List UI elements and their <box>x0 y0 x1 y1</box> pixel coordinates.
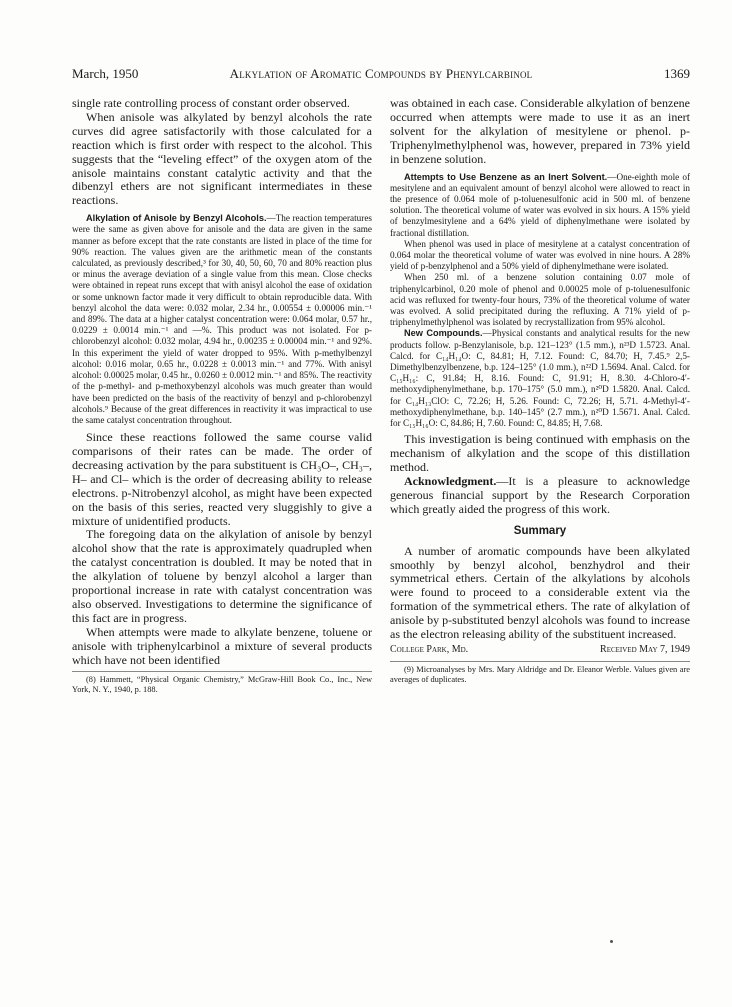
paragraph: When attempts were made to alkylate benzene, toluene or anisole with triphenylcarbinol a mixture of several products which have not been identified <box>72 624 372 667</box>
footnote-rule <box>390 661 690 662</box>
header-date: March, 1950 <box>72 66 139 81</box>
experimental-section <box>390 172 690 239</box>
paragraph: was obtained in each case. Considerable alkylation of benzene occurred when attempts were made to use it as an inert solvent for the alkylation of mesitylene or phenol. p-Triphenylmethylphenol was, however, prepared in 73% yield in benzene solution. <box>390 96 690 166</box>
section-body: —The reaction temperatures were the same as given above for anisole and the data are given in the same manner as before except that the rate constants are listed in place of the time for 90% reaction. The values given are the arithmetic mean of the constants calculated, as previously described,³ for 30, 40, 50, 60, 70 and 80% reaction plus or minus the average deviation of a single value from this mean. Close checks were obtained in repeat runs except that with anisyl alcohol the ease of oxidation or some unknown factor made it very difficult to obtain reproducible data. With benzyl alcohol the data were: 0.032 molar, 2.34 hr., 0.00554 ± 0.00006 min.⁻¹ and 89%. The data at a higher catalyst concentration were: 0.064 molar, 0.57 hr., 0.0229 ± 0.0014 min.⁻¹ and —%. This product was not isolated. For p-chlorobenzyl alcohol: 0.032 molar, 4.94 hr., 0.00235 ± 0.00004 min.⁻¹ and 92%. In this experiment the yield of water dropped to 95%. With p-methylbenzyl alcohol: 0.016 molar, 0.65 hr., 0.0228 ± 0.0013 min.⁻¹ and 77%. With anisyl alcohol: 0.00025 molar, 0.45 hr., 0.0260 ± 0.0012 min.⁻¹ and 85%. The reactivity of the p-methyl- and p-methoxybenzyl alcohols was much greater than would have been predicted on the basis of the reactivity of benzyl and p-chlorobenzyl alcohols.⁹ Because of the great differences in reactivity it was impractical to use the same catalyst concentration throughout. <box>72 213 372 425</box>
footnote: (9) Microanalyses by Mrs. Mary Aldridge and Dr. Eleanor Werble. Values given are averages of duplicates. <box>390 664 690 685</box>
experimental-paragraph: When phenol was used in place of mesitylene at a catalyst concentration of 0.064 molar the theoretical volume of water was evolved in nine hours. A 28% yield of p-benzylphenol and a 50% yield of diphenylmethane were isolated. <box>390 238 690 272</box>
paragraph: single rate controlling process of constant order observed. <box>72 96 350 110</box>
footnote-rule <box>72 671 372 672</box>
footnote: (8) Hammett, “Physical Organic Chemistry,” McGraw-Hill Book Co., Inc., New York, N. Y., 1940, p. 188. <box>72 674 372 694</box>
section-body: —Physical constants and analytical results for the new products follow. p-Benzylanisole, b.p. 121–123° (1.5 mm.), n²³D 1.5723. Anal. Calcd. for C₁₄H₁₄O: C, 84.81; H, 7.12. Found: C, 84.70; H, 7.45.⁹ 2,5-Dimethylbenzylbenzene, b.p. 124–125° (1.0 mm.), n²²D 1.5694. Anal. Calcd. for C₁₅H₁₆: C, 91.84; H, 8.16. Found: C, 91.91; H, 8.30. 4-Chloro-4′-methoxydiphenylmethane, b.p. 170–175° (5.0 mm.), n²⁰D 1.5820. Anal. Calcd. for C₁₄H₁₃ClO: C, 72.26; H, 5.26. Found: C, 72.26; H, 5.71. 4-Methyl-4′-methoxydiphenylmethane, b.p. 140–145° (2.7 mm.), n²⁰D 1.5671. Anal. Calcd. for C₁₅H₁₆O: C, 84.86; H, 7.60. Found: C, 84.85; H, 7.68. <box>390 328 690 428</box>
signature-line <box>390 644 690 656</box>
left-column <box>72 97 372 695</box>
page-number: 1369 <box>664 66 690 81</box>
paragraph: The foregoing data on the alkylation of anisole by benzyl alcohol show that the rate is approximately quadrupled when the catalyst concentration is doubled. It may be noted that in the alkylation of toluene by benzyl alcohol a larger than proportional increase in rate with catalyst concentration was also observed. Investigations to determine the significance of this fact are in progress. <box>72 527 372 625</box>
received-date: Received May 7, 1949 <box>600 643 690 655</box>
experimental-section <box>72 213 372 426</box>
affiliation-place: College Park, Md. <box>390 643 469 655</box>
right-column <box>390 97 690 686</box>
summary-heading: Summary <box>513 524 567 537</box>
running-header <box>72 66 690 82</box>
summary-paragraph: A number of aromatic compounds have been alkylated smoothly by benzyl alcohol, benzhydrol and their symmetrical ethers. Certain of the alkylations by alcohols were found to proceed to a considerable extent via the formation of the symmetrical ethers. The rate of alkylation of anisole by p-substituted benzyl alcohols was found to increase as the electron releasing ability of the substituent increased. <box>390 543 690 642</box>
experimental-section <box>390 328 690 429</box>
section-heading: New Compounds. <box>404 328 483 339</box>
print-speck <box>610 940 613 943</box>
section-body: —One-eighth mole of mesitylene and an equivalent amount of benzyl alcohol were allowed to react in the presence of 0.064 mole of p-toluenesulfonic acid in 500 ml. of benzene solution. The theoretical volume of water was evolved in six hours. A 15% yield of benzylmesitylene and a 64% yield of diphenylmethane were isolated by fractional distillation. <box>390 171 691 238</box>
paragraph: This investigation is being continued with emphasis on the mechanism of alkylation and the scope of this distillation method. <box>390 432 690 475</box>
acknowledgment-heading: Acknowledgment. <box>404 473 497 488</box>
header-title: Alkylation of Aromatic Compounds by Phenylcarbinol <box>229 66 533 81</box>
section-heading: Attempts to Use Benzene as an Inert Solvent. <box>404 171 608 182</box>
paragraph: Since these reactions followed the same course valid comparisons of their rates can be made. The order of decreasing activation by the para substituent is CH₃O–, CH₃–, H– and Cl– which is the order of decreasing ability to release electrons. p-Nitrobenzyl alcohol, as might have been expected on the basis of this series, reacted very sluggishly to give a mixture of unidentified products. <box>72 430 372 528</box>
paragraph: When anisole was alkylated by benzyl alcohols the rate curves did agree satisfactorily with those calculated for a reaction which is first order with respect to the alcohol. This suggests that the “leveling effect” of the oxygen atom of the anisole maintains constant catalytic activity and that the dibenzyl ethers are not significant intermediates in these reactions. <box>72 109 372 208</box>
acknowledgment <box>390 475 690 517</box>
section-heading: Alkylation of Anisole by Benzyl Alcohols. <box>86 213 267 224</box>
experimental-paragraph: When 250 ml. of a benzene solution containing 0.07 mole of triphenylcarbinol, 0.20 mole of phenol and 0.00025 mole of p-toluenesulfonic acid was refluxed for twenty-four hours, 73% of the theoretical volume of water was evolved. A solid precipitated during the refluxing. A 71% yield of p-triphenylmethylphenol was isolated by recrystallization from 95% alcohol. <box>390 272 690 328</box>
acknowledgment-body: —It is a pleasure to acknowledge generous financial support by the Research Corporation which greatly aided the progress of this work. <box>390 473 690 516</box>
